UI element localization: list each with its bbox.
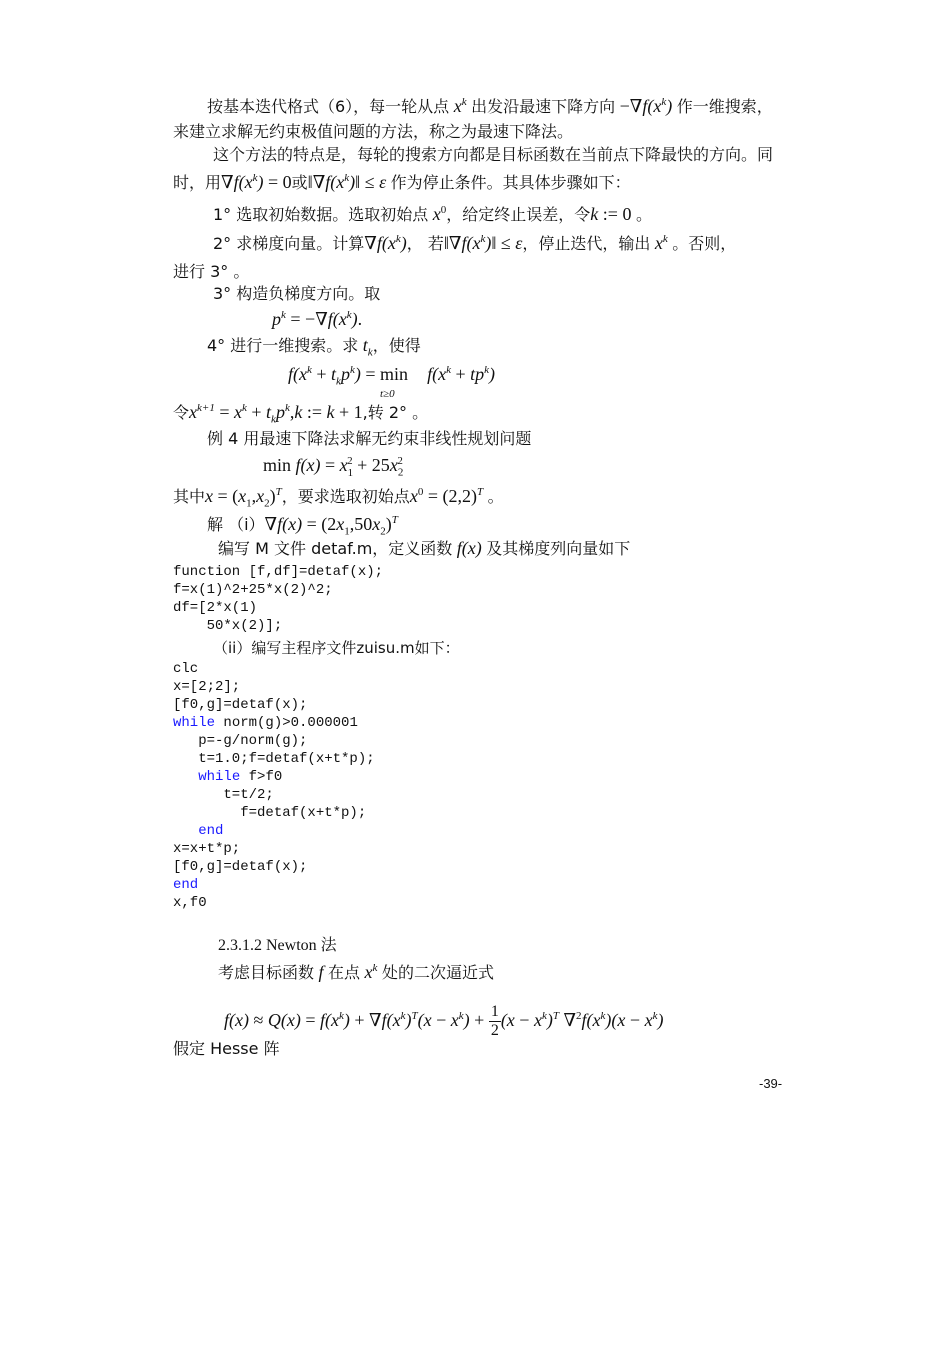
text: 处的二次逼近式 xyxy=(381,963,494,982)
para2-line2 xyxy=(173,172,631,193)
step4 xyxy=(207,335,421,359)
math-xk-out: $x^k$ xyxy=(650,233,668,253)
math-fx: f(x) xyxy=(452,538,487,558)
text: 或 xyxy=(291,173,308,192)
text: ，使得 xyxy=(372,336,421,355)
step2-continued: 进行 3° 。 xyxy=(173,262,250,281)
text: ， 若 xyxy=(406,234,444,253)
code-line: x=[2;2]; xyxy=(173,679,241,695)
hesse-line: 假定 Hesse 阵 xyxy=(173,1039,280,1058)
keyword: while xyxy=(198,769,241,785)
eq-objective: $\min f(x) = x_1^2 + 25x_2^2$ xyxy=(263,455,404,479)
text: 考虑目标函数 xyxy=(218,963,315,982)
math-k-zero: k := 0 xyxy=(590,204,632,224)
code-line: t=t/2; xyxy=(173,787,274,803)
text: 其中 xyxy=(173,487,206,506)
text: ，停止迭代，输出 xyxy=(522,234,651,253)
text: 2° 求梯度向量。计算 xyxy=(213,234,365,253)
math-grad: $\nabla f(x^k)$ xyxy=(364,233,407,253)
math-grad-norm-2: $‖\nabla f(x^k)‖ \le \varepsilon$ xyxy=(443,233,523,253)
section-heading: 2.3.1.2 Newton 法 xyxy=(218,937,337,954)
code-line: f=detaf(x+t*p); xyxy=(173,805,367,821)
code-line: f=x(1)^2+25*x(2)^2; xyxy=(173,582,333,598)
solution-line xyxy=(207,514,398,538)
math-gradient: $\nabla f(x) = (2x_1,50x_2)^T$ xyxy=(264,514,398,538)
text: 出发沿最速下降方向 xyxy=(471,97,616,116)
text: 1° 选取初始数据。选取初始点 xyxy=(213,205,429,224)
code-line: x=x+t*p; xyxy=(173,841,241,857)
math-grad-norm: $‖\nabla f(x^k)‖ \le \varepsilon$ xyxy=(307,172,391,192)
code-text: f>f0 xyxy=(240,769,283,785)
code-line xyxy=(173,768,282,786)
text: ，要求选取初始点 xyxy=(281,487,410,506)
text: 作一维搜索， xyxy=(676,97,773,116)
text: 。 xyxy=(487,487,504,506)
code-line: [f0,g]=detaf(x); xyxy=(173,859,308,875)
math-xk: $x^k$ xyxy=(360,962,378,982)
para1-line1 xyxy=(207,96,773,117)
math-update: $x^{k+1} = x^k + t_kp^k,k$ := k + 1 xyxy=(189,402,363,426)
text: 时，用 xyxy=(173,173,222,192)
keyword: while xyxy=(173,715,216,731)
math-f: f xyxy=(314,962,329,982)
code-line: function [f,df]=detaf(x); xyxy=(173,564,384,580)
code-line: t=1.0;f=detaf(x+t*p); xyxy=(173,751,375,767)
text: ,转 2° 。 xyxy=(362,403,429,422)
text: 。否则， xyxy=(672,234,737,253)
text: 。 xyxy=(635,205,652,224)
code-line xyxy=(173,822,223,840)
math-x0-def: $x^0 = (2,2)^T$ xyxy=(409,486,484,506)
para1-line2: 来建立求解无约束极值问题的方法，称之为最速下降法。 xyxy=(173,122,574,141)
code-line: x,f0 xyxy=(173,895,207,911)
text: 解 （i） xyxy=(207,515,265,534)
code-text: norm(g)>0.000001 xyxy=(215,715,358,731)
newton-line1 xyxy=(218,962,494,983)
text: 4° 进行一维搜索。求 xyxy=(207,336,359,355)
code-note: （ii）编写主程序文件zuisu.m如下： xyxy=(213,639,460,657)
eq-quadratic-approx: $f(x) \approx Q(x) = f(x^k) + \nabla f(x^k)^T(x - x^k)$ + $\frac{1}{2}$ $(x - x^k)^T$ $\nabla^2f(x^k)(x - x^k)$ xyxy=(224,1003,664,1040)
code-line: [f0,g]=detaf(x); xyxy=(173,697,308,713)
code-line: 50*x(2)]; xyxy=(173,618,283,634)
example-where xyxy=(173,486,504,510)
fraction-half: $\frac{1}{2}$ xyxy=(490,1003,499,1040)
example-title: 例 4 用最速下降法求解无约束非线性规划问题 xyxy=(207,429,532,448)
step2 xyxy=(213,233,736,254)
text: 及其梯度列向量如下 xyxy=(486,539,631,558)
text: 令 xyxy=(173,403,190,422)
keyword: end xyxy=(198,823,224,839)
description-line xyxy=(218,538,630,559)
text: 按基本迭代格式（6），每一轮从点 xyxy=(207,97,450,116)
keyword: end xyxy=(173,877,199,893)
page-number: -39- xyxy=(759,1076,783,1091)
para2-line1: 这个方法的特点是，每轮的搜索方向都是目标函数在当前点下降最快的方向。同 xyxy=(213,145,774,164)
code-line xyxy=(173,876,198,894)
math-neg-grad: $-\nabla f(x^k)$ xyxy=(619,96,677,116)
text: 作为停止条件。其具体步骤如下： xyxy=(390,173,631,192)
code-line: p=-g/norm(g); xyxy=(173,733,308,749)
step1 xyxy=(213,204,652,225)
code-line xyxy=(173,714,358,732)
text: 在点 xyxy=(328,963,361,982)
eq-line-search: $f(x^k + t_kp^k) = \min_{t\ge 0} f(x^k + tp^k)$ xyxy=(288,364,496,400)
math-grad-zero: $\nabla f(x^k) = 0$ xyxy=(221,172,292,192)
step3: 3° 构造负梯度方向。取 xyxy=(213,284,381,303)
step5 xyxy=(173,402,429,426)
text: ，给定终止误差，令 xyxy=(446,205,591,224)
code-line: clc xyxy=(173,661,199,677)
eq-pk: $p^k = -\nabla f(x^k)$. xyxy=(272,309,363,329)
math-x-def: $x = (x_1,x_2)^T$ xyxy=(205,486,282,510)
text: 编写 M 文件 detaf.m，定义函数 xyxy=(218,539,453,558)
math-tk: $t_k$ xyxy=(358,335,373,359)
code-line: df=[2*x(1) xyxy=(173,600,258,616)
math-xk: $x^k$ xyxy=(449,96,467,116)
math-x0: $x^0$ xyxy=(428,204,447,224)
